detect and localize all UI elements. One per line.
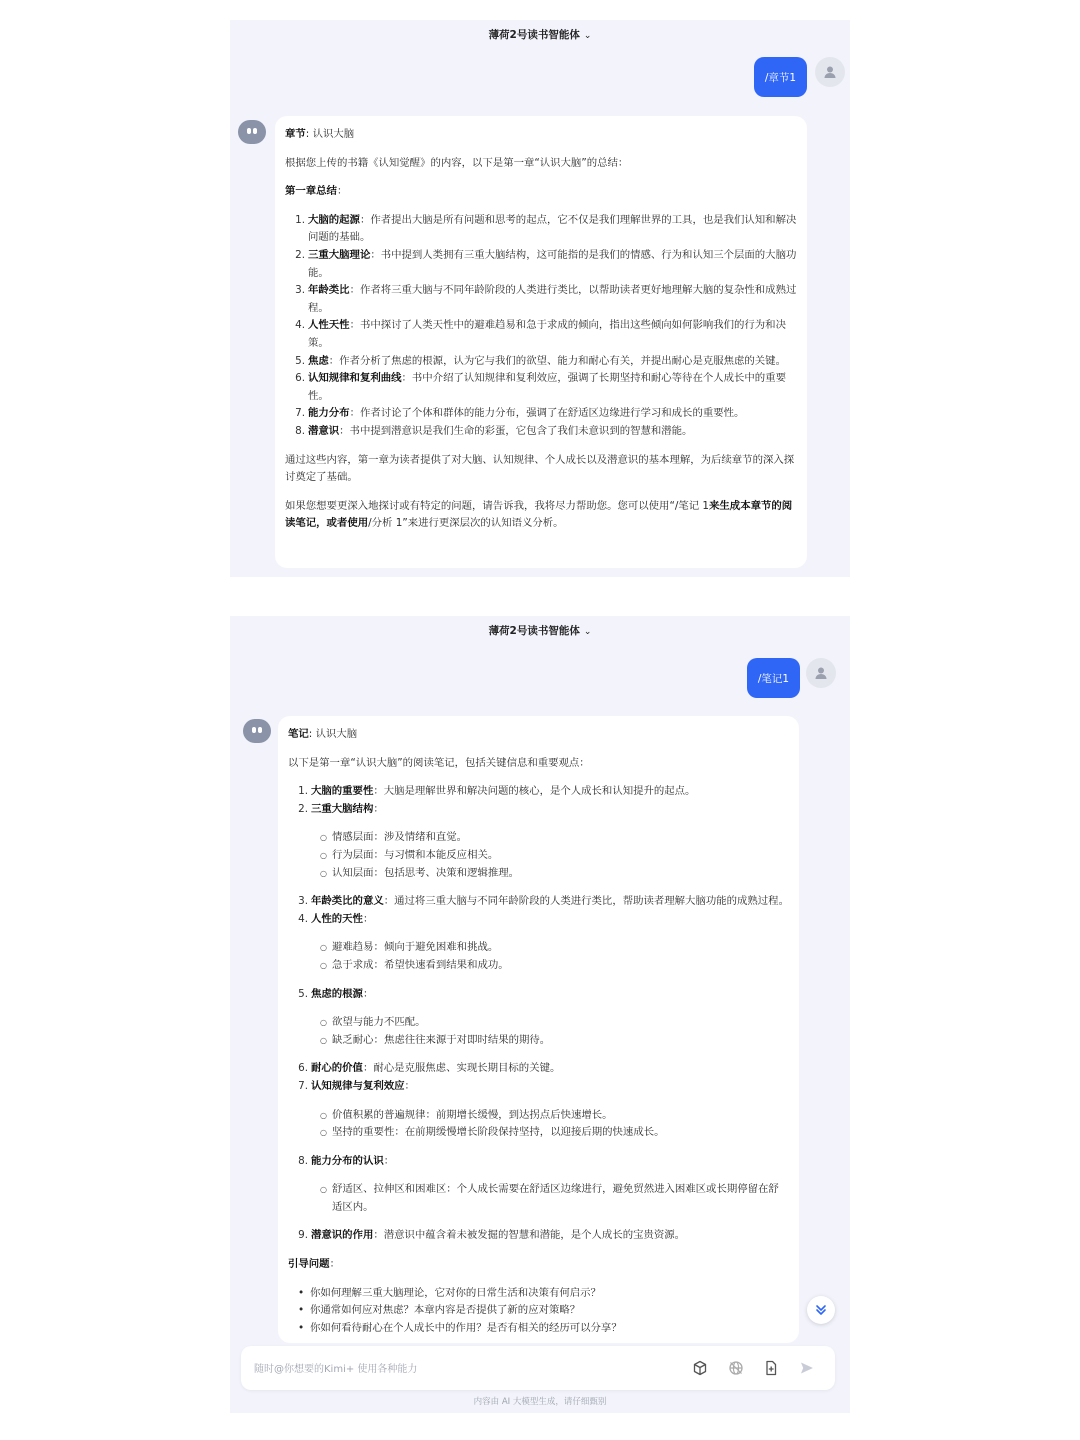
sub-list — [288, 1014, 789, 1049]
response-heading — [285, 126, 797, 144]
item-content — [308, 370, 797, 405]
sub-item-text: 价值积累的普遍规律：前期增长缓慢，到达拐点后快速增长。 — [332, 1108, 613, 1121]
item-term: 年龄类比的意义 — [311, 895, 384, 908]
agent-title-dropdown[interactable] — [230, 27, 850, 42]
hollow-bullet-icon: ○ — [320, 943, 327, 953]
list-item — [288, 986, 789, 1004]
agent-title-dropdown[interactable] — [230, 623, 850, 638]
chevron-down-icon: ⌄ — [583, 31, 592, 41]
follow-up-part-c: /分析 1”来进行更深层次的认知语义分析。 — [368, 517, 564, 530]
list-item — [288, 801, 789, 819]
sub-list-item — [288, 1181, 789, 1216]
bot-avatar — [238, 120, 266, 144]
summary-title-suffix: ： — [336, 185, 348, 198]
guide-title-suffix: ： — [329, 1258, 340, 1271]
item-text: ：作者讨论了个体和群体的能力分布，强调了在舒适区边缘进行学习和成长的重要性。 — [349, 407, 745, 420]
list-item — [288, 1227, 789, 1245]
sub-list — [288, 829, 789, 882]
list-item — [288, 1078, 789, 1096]
item-term: 年龄类比 — [308, 284, 350, 297]
item-number: 5. — [298, 987, 308, 1000]
item-number: 6. — [298, 1062, 308, 1075]
bullet-icon: • — [298, 1286, 305, 1299]
guide-question-text: 你通常如何应对焦虑？本章内容是否提供了新的应对策略？ — [310, 1304, 581, 1317]
item-text: ：耐心是克服焦虑、实现长期目标的关键。 — [362, 1062, 561, 1075]
user-message-text: /笔记1 — [757, 672, 790, 685]
sub-list — [288, 939, 789, 974]
list-item — [285, 353, 797, 371]
ai-disclaimer: 内容由 AI 大模型生成，请仔细甄别 — [473, 1397, 607, 1407]
user-avatar[interactable] — [806, 658, 836, 688]
response-heading — [288, 726, 789, 744]
item-number: 7. — [298, 1079, 308, 1092]
list-item — [288, 783, 789, 801]
hollow-bullet-icon: ○ — [320, 1128, 327, 1138]
item-number: 2. — [295, 248, 305, 261]
follow-up-text — [285, 498, 797, 533]
sub-list-item — [288, 865, 789, 883]
user-message-bubble — [754, 57, 807, 97]
sub-list-item — [288, 957, 789, 975]
intro-text: 根据您上传的书籍《认知觉醒》的内容，以下是第一章“认识大脑”的总结： — [285, 156, 629, 169]
chat-input-placeholder: 随时@你想要的Kimi+ 使用各种能力 — [254, 1364, 418, 1375]
item-term: 耐心的价值 — [311, 1062, 363, 1075]
sub-list — [288, 1107, 789, 1142]
guide-questions — [288, 1285, 789, 1338]
list-item — [285, 423, 797, 441]
scroll-to-bottom-button[interactable] — [807, 1296, 835, 1324]
item-number: 6. — [295, 372, 305, 385]
guide-title — [288, 1256, 789, 1274]
double-chevron-down-icon — [814, 1303, 828, 1317]
guide-title-text: 引导问题 — [288, 1258, 330, 1271]
sub-list — [288, 1181, 789, 1216]
list-item — [285, 405, 797, 423]
summary-title-text: 第一章总结 — [285, 185, 337, 198]
guide-question-text: 你如何看待耐心在个人成长中的作用？是否有相关的经历可以分享？ — [310, 1321, 622, 1334]
list-item — [285, 370, 797, 405]
item-text: ：作者分析了焦虑的根源，认为它与我们的欲望、能力和耐心有关，并提出耐心是克服焦虑的关键。 — [328, 354, 786, 367]
list-item — [285, 247, 797, 282]
list-item — [285, 282, 797, 317]
sub-item-text: 缺乏耐心：焦虑往往来源于对即时结果的期待。 — [332, 1033, 551, 1046]
summary-list — [285, 212, 797, 441]
bot-avatar — [243, 719, 271, 743]
bot-eye-icon — [258, 727, 262, 733]
sub-item-text: 舒适区、拉伸区和困难区：个人成长需要在舒适区边缘进行，避免贸然进入困难区或长期停留在舒适区内。 — [332, 1183, 779, 1213]
item-term: 人性的天性 — [311, 912, 363, 925]
item-number: 9. — [298, 1229, 308, 1242]
item-term: 大脑的起源 — [308, 213, 360, 226]
sub-list-item — [288, 847, 789, 865]
list-item — [285, 317, 797, 352]
item-text: ： — [404, 1079, 415, 1092]
bot-response-card — [278, 716, 799, 1343]
sub-item-text: 情感层面：涉及情绪和直觉。 — [332, 831, 468, 844]
guide-question — [288, 1302, 789, 1320]
item-number: 1. — [295, 213, 305, 226]
chat-input[interactable] — [241, 1346, 835, 1390]
item-content — [308, 282, 797, 317]
file-upload-icon[interactable] — [762, 1359, 780, 1377]
bot-eye-icon — [253, 128, 257, 134]
item-text: ：书中提到潜意识是我们生命的彩蛋，它包含了我们未意识到的智慧和潜能。 — [339, 424, 693, 437]
item-term: 能力分布 — [308, 407, 350, 420]
item-content — [308, 317, 797, 352]
list-item — [288, 893, 789, 911]
item-number: 3. — [295, 284, 305, 297]
sub-item-text: 欲望与能力不匹配。 — [332, 1016, 426, 1029]
chat-screen-notes — [230, 616, 850, 1413]
item-text: ：书中介绍了认知规律和复利效应，强调了长期坚持和耐心等待在个人成长中的重要性。 — [308, 372, 786, 402]
bot-eye-icon — [247, 128, 251, 134]
item-content — [308, 423, 797, 441]
heading-value: : 认识大脑 — [305, 128, 355, 140]
item-term: 认知规律和复利曲线 — [308, 372, 402, 385]
sub-item-text: 行为层面：与习惯和本能反应相关。 — [332, 848, 499, 861]
item-number: 3. — [298, 895, 308, 908]
hollow-bullet-icon: ○ — [320, 868, 327, 878]
list-item — [288, 911, 789, 929]
sub-list-item — [288, 1107, 789, 1125]
guide-question-text: 你如何理解三重大脑理论，它对你的日常生活和决策有何启示？ — [310, 1286, 601, 1299]
sub-list-item — [288, 1032, 789, 1050]
item-text: ：通过将三重大脑与不同年龄阶段的人类进行类比，帮助读者理解大脑功能的成熟过程。 — [383, 895, 789, 908]
agent-title: 薄荷2号读书智能体 — [488, 625, 580, 637]
cube-icon[interactable] — [691, 1359, 709, 1377]
item-term: 三重大脑理论 — [308, 248, 371, 261]
item-text: ：作者将三重大脑与不同年龄阶段的人类进行类比，以帮助读者更好地理解大脑的复杂性和成熟过程。 — [308, 284, 797, 314]
item-term: 三重大脑结构 — [311, 802, 374, 815]
heading-value: : 认识大脑 — [308, 728, 358, 740]
guide-question — [288, 1320, 789, 1338]
item-term: 焦虑 — [308, 354, 329, 367]
hollow-bullet-icon: ○ — [320, 960, 327, 970]
item-content — [308, 353, 797, 371]
item-text: ：书中提到人类拥有三重大脑结构，这可能指的是我们的情感、行为和认知三个层面的大脑功能。 — [308, 248, 797, 279]
sub-item-text: 急于求成：希望快速看到结果和成功。 — [332, 958, 509, 971]
item-term: 焦虑的根源 — [311, 987, 363, 1000]
item-term: 潜意识的作用 — [311, 1229, 374, 1242]
heading-label: 章节 — [285, 128, 306, 140]
item-content — [308, 405, 797, 423]
item-text: ： — [362, 912, 374, 925]
user-avatar[interactable] — [815, 57, 845, 87]
chevron-down-icon: ⌄ — [583, 627, 592, 637]
item-term: 大脑的重要性 — [311, 785, 374, 798]
list-item — [288, 1153, 789, 1171]
list-item — [288, 1060, 789, 1078]
sub-item-text: 坚持的重要性：在前期缓慢增长阶段保持坚持，以迎接后期的快速成长。 — [332, 1126, 665, 1139]
sub-list-item — [288, 1014, 789, 1032]
item-term: 认知规律与复利效应 — [311, 1079, 405, 1092]
sub-item-text: 避难趋易：倾向于避免困难和挑战。 — [332, 941, 499, 954]
bot-eye-icon — [252, 727, 256, 733]
item-number: 5. — [295, 354, 305, 367]
item-number: 4. — [295, 319, 305, 332]
sub-list-item — [288, 829, 789, 847]
user-icon — [822, 64, 838, 80]
item-number: 1. — [298, 785, 308, 798]
user-message-bubble — [747, 658, 800, 698]
item-content — [308, 212, 797, 247]
item-number: 7. — [295, 407, 305, 420]
item-number: 8. — [298, 1154, 308, 1167]
heading-label: 笔记 — [288, 728, 309, 740]
item-term: 能力分布的认识 — [311, 1154, 384, 1167]
user-icon — [813, 665, 829, 681]
bullet-icon: • — [298, 1304, 305, 1317]
bot-response-card — [275, 116, 807, 568]
item-text: ：书中探讨了人类天性中的避难趋易和急于求成的倾向，指出这些倾向如何影响我们的行为和决策。 — [308, 319, 786, 349]
guide-question — [288, 1285, 789, 1303]
item-term: 潜意识 — [308, 424, 340, 437]
hollow-bullet-icon: ○ — [320, 1185, 327, 1195]
item-text: ：潜意识中蕴含着未被发掘的智慧和潜能，是个人成长的宝贵资源。 — [373, 1229, 686, 1242]
hollow-bullet-icon: ○ — [320, 1035, 327, 1045]
sub-list-item — [288, 939, 789, 957]
send-icon[interactable] — [798, 1359, 816, 1377]
list-item — [285, 212, 797, 247]
item-text: ： — [373, 802, 384, 815]
follow-up-part-a: 如果您想要更深入地探讨或有特定的问题，请告诉我，我将尽力帮助您。您可以使用“/笔记 1 — [285, 499, 710, 512]
item-content — [308, 247, 797, 282]
user-message-text: /章节1 — [764, 71, 797, 84]
summary-title — [285, 183, 797, 201]
item-term: 人性天性 — [308, 319, 350, 332]
item-number: 2. — [298, 802, 308, 815]
item-text: ：大脑是理解世界和解决问题的核心，是个人成长和认知提升的起点。 — [373, 785, 696, 798]
web-search-off-icon[interactable] — [727, 1359, 745, 1377]
hollow-bullet-icon: ○ — [320, 850, 327, 860]
agent-title: 薄荷2号读书智能体 — [488, 29, 580, 41]
hollow-bullet-icon: ○ — [320, 833, 327, 843]
item-number: 4. — [298, 912, 308, 925]
conclusion-text: 通过这些内容，第一章为读者提供了对大脑、认知规律、个人成长以及潜意识的基本理解，为后续章节的深入探讨奠定了基础。 — [285, 453, 795, 484]
hollow-bullet-icon: ○ — [320, 1018, 327, 1028]
item-text: ：作者提出大脑是所有问题和思考的起点，它不仅是我们理解世界的工具，也是我们认知和解决问题的基础。 — [308, 213, 797, 244]
item-text: ： — [362, 987, 374, 1000]
follow-up-part-b: 来生成本章节的阅读笔记，或者使用 — [285, 499, 793, 530]
item-text: ： — [383, 1154, 395, 1167]
bullet-icon: • — [298, 1321, 305, 1334]
sub-item-text: 认知层面：包括思考、决策和逻辑推理。 — [332, 866, 520, 879]
hollow-bullet-icon: ○ — [320, 1110, 327, 1120]
chat-screen-chapter — [230, 20, 850, 577]
item-number: 8. — [295, 424, 305, 437]
intro-text: 以下是第一章“认识大脑”的阅读笔记，包括关键信息和重要观点： — [288, 756, 590, 769]
notes-list — [288, 783, 789, 1245]
sub-list-item — [288, 1124, 789, 1142]
